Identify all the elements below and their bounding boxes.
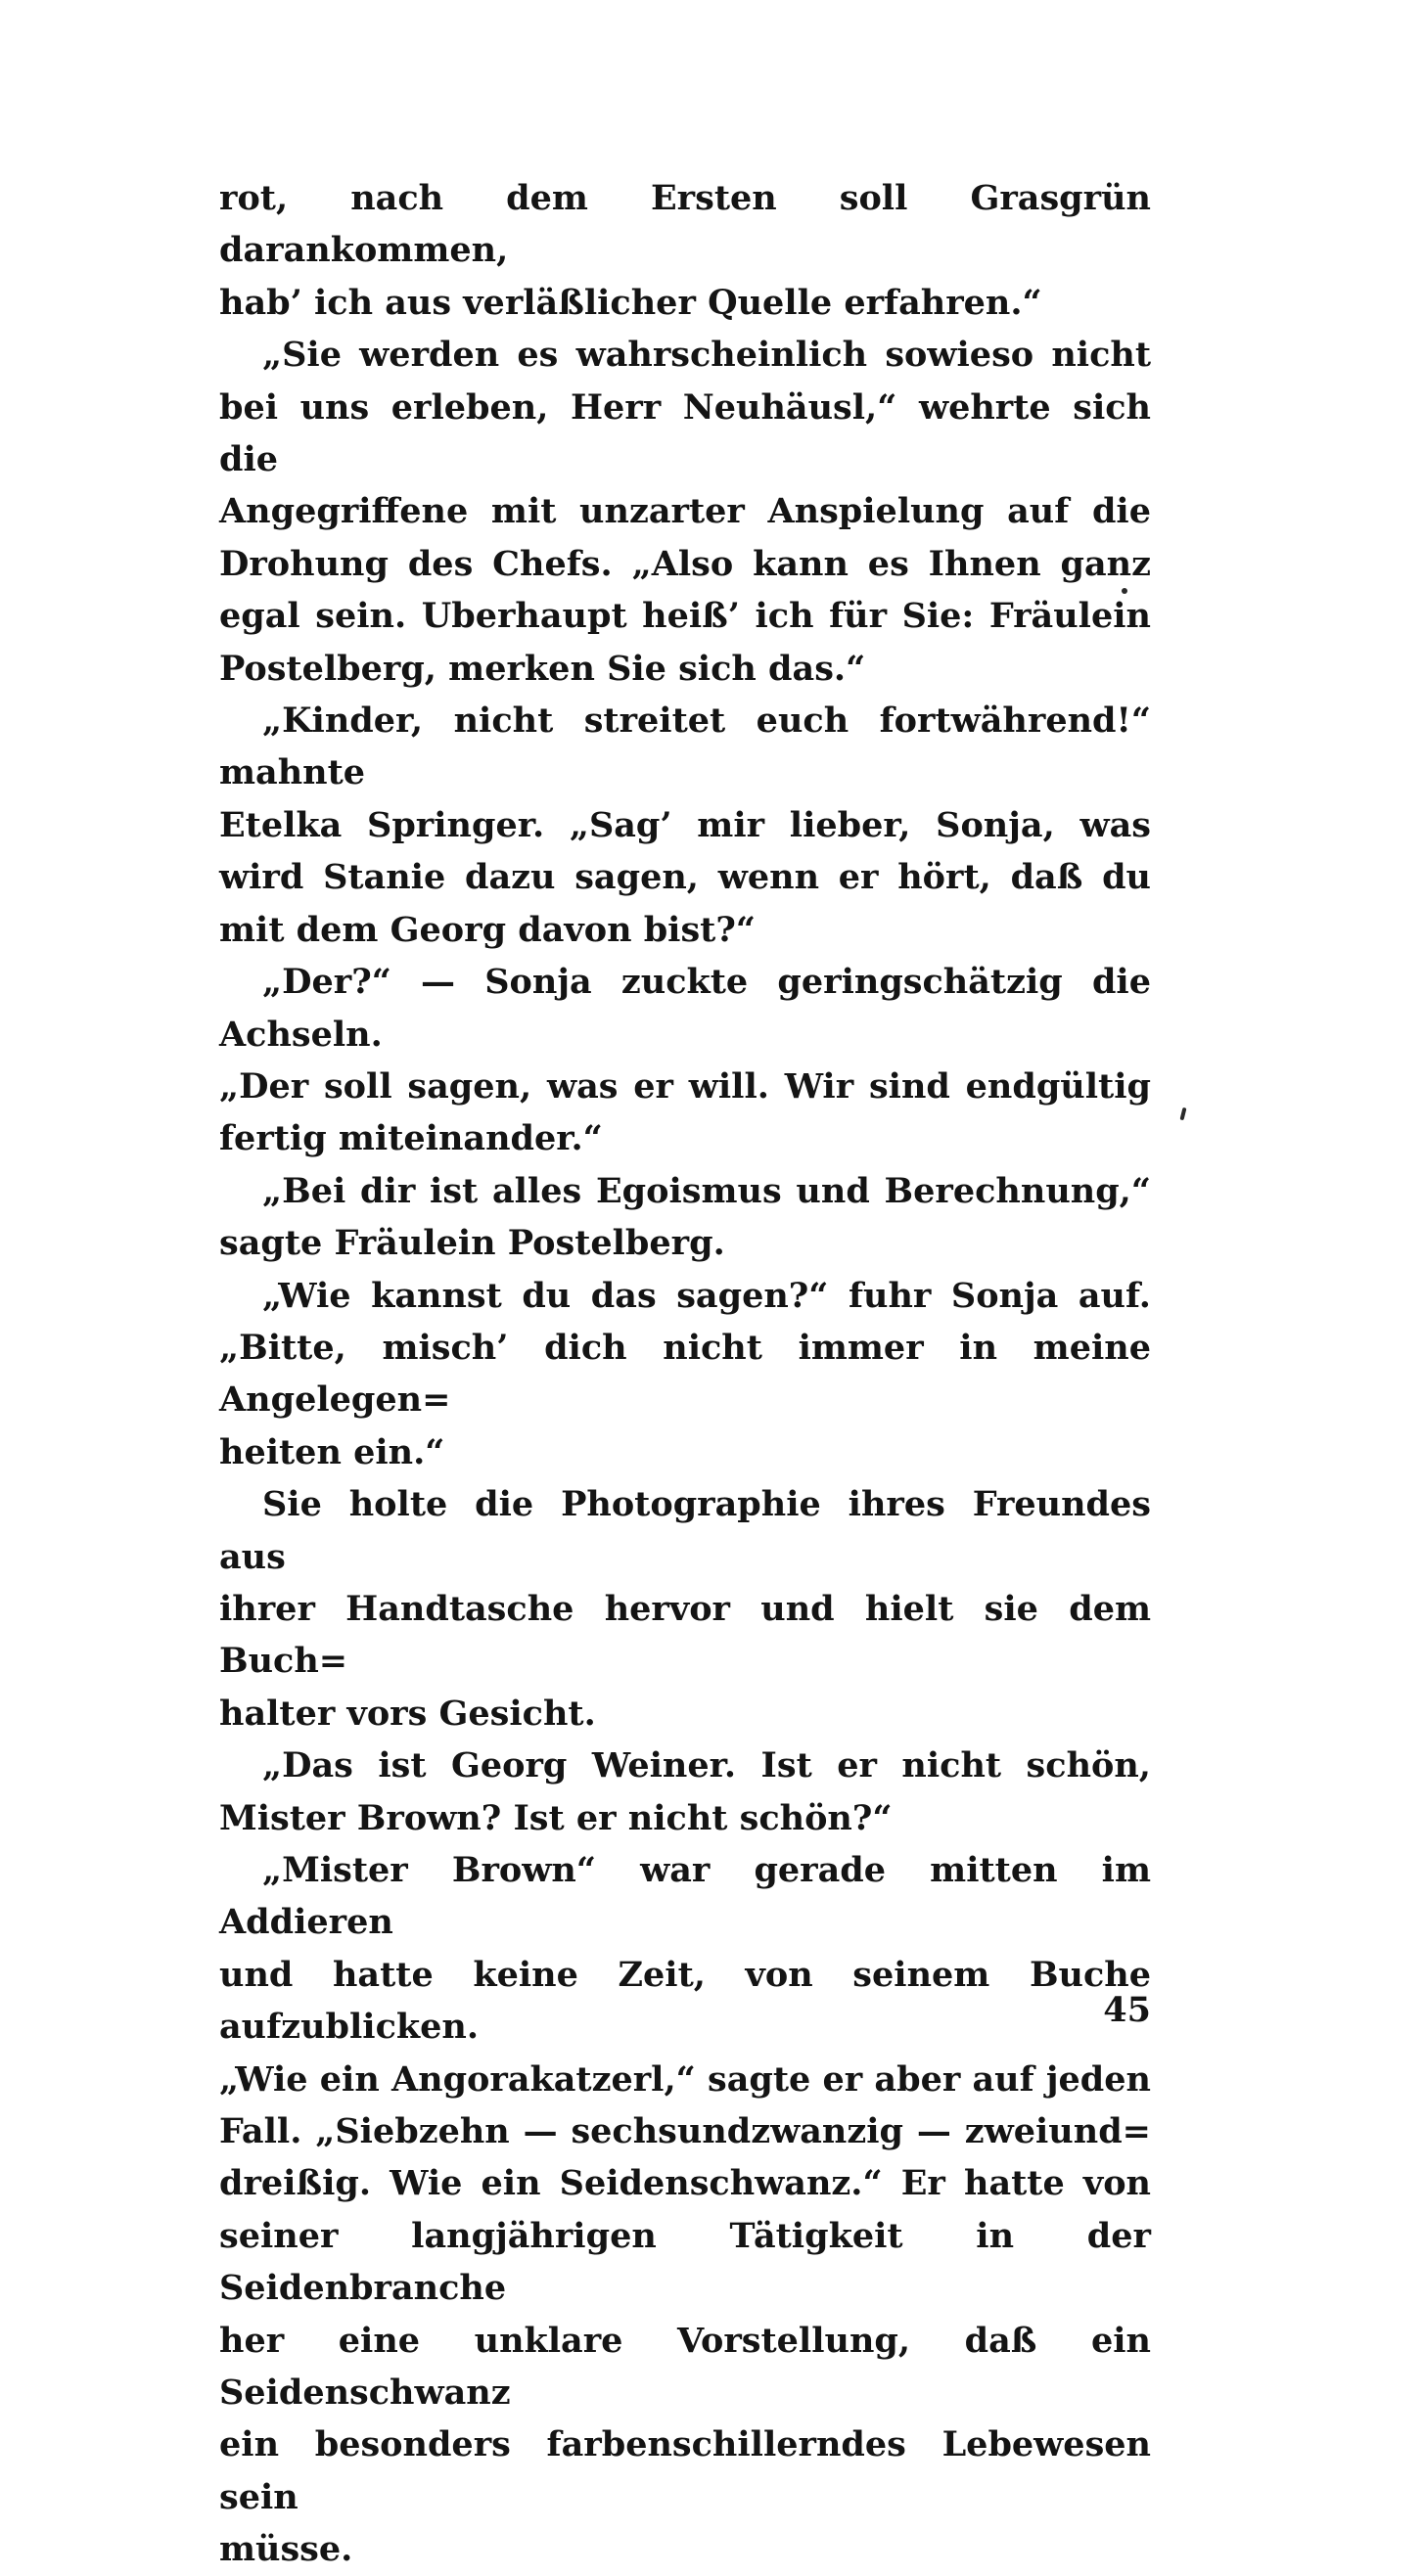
- text-line: sagte Fräulein Postelberg.: [219, 1223, 725, 1264]
- text-line: seiner langjährigen Tätigkeit in der Seidenbranche: [219, 2215, 1151, 2309]
- text-line: „Bei dir ist alles Egoismus und Berechnung,“: [262, 1170, 1151, 1211]
- text-line: und hatte keine Zeit, von seinem Buche aufzublicken.: [219, 1954, 1151, 2048]
- text-line: „Wie ein Angorakatzerl,“ sagte er aber auf jeden: [219, 2058, 1151, 2100]
- text-line: „Kinder, nicht streitet euch fortwährend!“ mahnte: [219, 700, 1151, 793]
- text-line: Etelka Springer. „Sag’ mir lieber, Sonja, was: [219, 804, 1151, 845]
- text-block: [219, 172, 1151, 2576]
- text-line: heiten ein.“: [219, 1431, 445, 1472]
- text-line: ein besonders farbenschillerndes Lebewesen sein: [219, 2424, 1151, 2517]
- text-line: wird Stanie dazu sagen, wenn er hört, daß du: [219, 857, 1151, 898]
- paragraph: [219, 1740, 1151, 1844]
- text-line: „Der soll sagen, was er will. Wir sind endgültig: [219, 1065, 1151, 1107]
- text-line: mit dem Georg davon bist?“: [219, 909, 756, 950]
- text-line: Drohung des Chefs. „Also kann es Ihnen ganz: [219, 543, 1151, 584]
- text-line: „Das ist Georg Weiner. Ist er nicht schön,: [262, 1745, 1151, 1786]
- text-line: „Der?“ — Sonja zuckte geringschätzig die Achseln.: [219, 962, 1151, 1055]
- text-line: her eine unklare Vorstellung, daß ein Seidenschwanz: [219, 2320, 1151, 2414]
- paragraph: [219, 1270, 1151, 1479]
- paragraph: [219, 172, 1151, 329]
- text-line: Postelberg, merken Sie sich das.“: [219, 648, 866, 689]
- text-line: halter vors Gesicht.: [219, 1693, 596, 1734]
- paragraph: [219, 1844, 1151, 2576]
- text-line: „Bitte, misch’ dich nicht immer in meine Angelegen=: [219, 1327, 1151, 1421]
- paragraph: [219, 956, 1151, 1165]
- text-line: Sie holte die Photographie ihres Freundes aus: [219, 1484, 1151, 1577]
- text-line: müsse.: [219, 2529, 353, 2570]
- text-line: „Mister Brown“ war gerade mitten im Addieren: [219, 1850, 1151, 1943]
- text-line: fertig miteinander.“: [219, 1118, 603, 1159]
- text-line: „Sie werden es wahrscheinlich sowieso nicht: [262, 335, 1151, 376]
- scan-speck: [1122, 588, 1127, 594]
- text-line: bei uns erleben, Herr Neuhäusl,“ wehrte sich die: [219, 386, 1151, 480]
- text-line: ihrer Handtasche hervor und hielt sie dem Buch=: [219, 1588, 1151, 1682]
- paragraph: [219, 695, 1151, 956]
- text-line: dreißig. Wie ein Seidenschwanz.“ Er hatte von: [219, 2163, 1151, 2204]
- paragraph: [219, 1478, 1151, 1740]
- text-line: rot, nach dem Ersten soll Grasgrün darankommen,: [219, 178, 1151, 271]
- text-line: egal sein. Uberhaupt heiß’ ich für Sie: Fräulein: [219, 596, 1151, 637]
- text-line: Angegriffene mit unzarter Anspielung auf die: [219, 491, 1151, 532]
- scan-speck: [1179, 1107, 1186, 1121]
- text-line: hab’ ich aus verläßlicher Quelle erfahren.“: [219, 282, 1042, 323]
- page-number: 45: [1103, 1990, 1151, 2030]
- paragraph: [219, 1165, 1151, 1270]
- text-line: „Wie kannst du das sagen?“ fuhr Sonja auf.: [262, 1275, 1151, 1316]
- text-line: Fall. „Siebzehn — sechsundzwanzig — zweiund=: [219, 2111, 1151, 2152]
- text-line: Mister Brown? Ist er nicht schön?“: [219, 1797, 893, 1838]
- paragraph: [219, 329, 1151, 695]
